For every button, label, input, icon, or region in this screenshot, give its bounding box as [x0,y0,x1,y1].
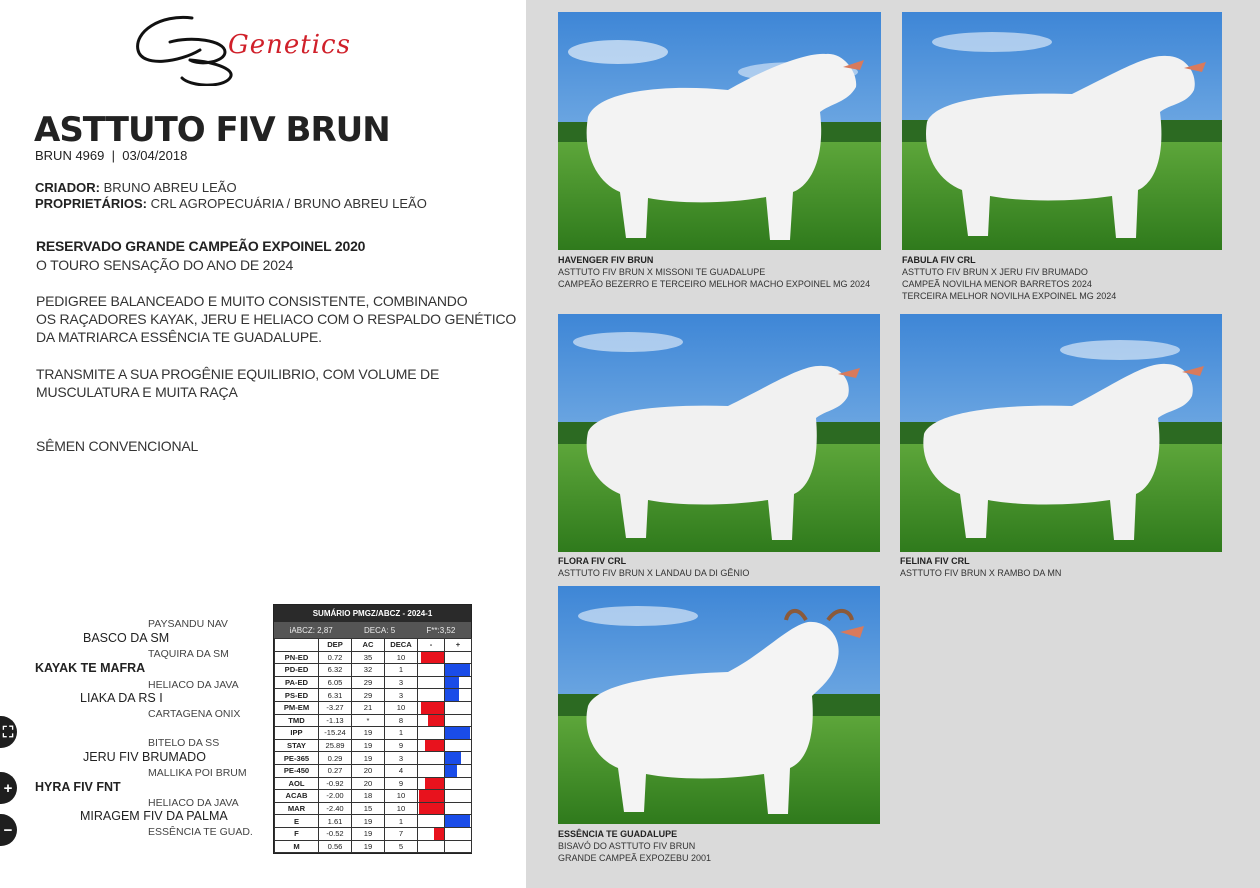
summary-positive-bar-cell [445,651,472,664]
summary-trait: PS-ED [275,689,319,702]
pedigree-sire: KAYAK TE MAFRA [35,661,146,675]
summary-deca: 3 [385,752,418,765]
registration-line [35,148,187,163]
positive-bar [445,677,459,689]
zoom-in-button[interactable] [0,772,17,804]
summary-row [275,689,472,702]
summary-negative-bar-cell [418,701,445,714]
description-line: PEDIGREE BALANCEADO E MUITO CONSISTENTE, COMBINANDO [36,293,468,309]
breeder-line [35,180,237,195]
summary-body [275,651,472,853]
positive-bar [445,664,470,676]
summary-negative-bar-cell [418,777,445,790]
cattle-photo [558,586,880,824]
summary-ac: 15 [352,802,385,815]
plus-icon: + [3,779,13,797]
summary-positive-bar-cell [445,676,472,689]
pedigree-dam: HYRA FIV FNT [35,780,121,794]
summary-positive-bar-cell [445,714,472,727]
description-line: MUSCULATURA E MUITA RAÇA [36,384,238,400]
summary-dep: 1.61 [319,815,352,828]
summary-negative-bar-cell [418,752,445,765]
photo-gallery [526,0,1260,888]
summary-negative-bar-cell [418,727,445,740]
positive-bar [445,765,457,777]
birth-date: 03/04/2018 [122,148,188,163]
header-negative: - [418,639,445,652]
progeny-line: CAMPEÃO BEZERRO E TERCEIRO MELHOR MACHO EXPOINEL MG 2024 [558,279,871,289]
summary-deca: 9 [385,739,418,752]
progeny-caption [558,254,870,290]
summary-deca: 1 [385,664,418,677]
negative-bar [419,803,444,815]
description-line: OS RAÇADORES KAYAK, JERU E HELIACO COM O RESPALDO GENÉTICO [36,311,517,327]
summary-row [275,802,472,815]
summary-deca: 5 [385,840,418,853]
summary-positive-bar-cell [445,701,472,714]
summary-trait: PN-ED [275,651,319,664]
summary-dep: 0.29 [319,752,352,765]
gb-genetics-logo [130,12,360,86]
header-deca: DECA [385,639,418,652]
summary-trait: PA-ED [275,676,319,689]
owners-label: PROPRIETÁRIOS: [35,196,147,211]
summary-ac: 20 [352,777,385,790]
summary-deca: 10 [385,790,418,803]
summary-trait: PM-EM [275,701,319,714]
pedigree-sire-sire: BASCO DA SM [83,631,170,645]
progeny-line: CAMPEÃ NOVILHA MENOR BARRETOS 2024 [902,279,1092,289]
summary-ac: 19 [352,840,385,853]
owners-line [35,196,427,211]
progeny-caption [900,555,1061,579]
summary-ac: * [352,714,385,727]
summary-ac: 32 [352,664,385,677]
summary-dep: 0.72 [319,651,352,664]
summary-positive-bar-cell [445,840,472,853]
summary-negative-bar-cell [418,840,445,853]
fit-screen-icon: ⛶ [2,723,14,741]
cattle-photo [902,12,1222,250]
summary-dep: -0.92 [319,777,352,790]
summary-ac: 19 [352,815,385,828]
summary-negative-bar-cell [418,827,445,840]
breeder-label: CRIADOR: [35,180,100,195]
progeny-name: FELINA FIV CRL [900,556,970,566]
summary-title: SUMÁRIO PMGZ/ABCZ - 2024-1 [274,605,471,622]
zoom-out-button[interactable] [0,814,17,846]
summary-ac: 29 [352,689,385,702]
genetic-summary-table [273,604,472,854]
header-positive: + [445,639,472,652]
pedigree-sd-sire: HELIACO DA JAVA [148,679,239,691]
minus-icon: − [3,821,13,839]
summary-row [275,840,472,853]
progeny-line: TERCEIRA MELHOR NOVILHA EXPOINEL MG 2024 [902,291,1117,301]
summary-row [275,651,472,664]
summary-dep: -2.00 [319,790,352,803]
positive-bar [445,689,459,701]
summary-positive-bar-cell [445,815,472,828]
semen-type: SÊMEN CONVENCIONAL [36,438,199,454]
summary-trait: M [275,840,319,853]
summary-row [275,727,472,740]
summary-deca: 10 [385,651,418,664]
summary-header-row [275,639,472,652]
summary-ac: 20 [352,764,385,777]
negative-bar [434,828,444,840]
summary-trait: PD-ED [275,664,319,677]
summary-positive-bar-cell [445,777,472,790]
summary-negative-bar-cell [418,676,445,689]
progeny-caption [902,254,1116,302]
summary-row [275,752,472,765]
summary-ac: 19 [352,727,385,740]
summary-dep: -0.52 [319,827,352,840]
progeny-name: FLORA FIV CRL [558,556,627,566]
owners-value: CRL AGROPECUÁRIA / BRUNO ABREU LEÃO [150,196,427,211]
positive-bar [445,815,470,827]
progeny-caption [558,828,711,864]
info-panel [0,0,526,888]
summary-negative-bar-cell [418,664,445,677]
progeny-line: GRANDE CAMPEÃ EXPOZEBU 2001 [558,853,712,863]
cattle-photo [558,12,881,250]
description-line: DA MATRIARCA ESSÊNCIA TE GUADALUPE. [36,329,322,345]
progeny-name: HAVENGER FIV BRUN [558,255,654,265]
summary-trait: PE-365 [275,752,319,765]
iabcz-index: iABCZ: 2,87 [289,625,333,635]
summary-grid [274,638,472,853]
summary-ac: 19 [352,752,385,765]
positive-bar [445,727,470,739]
progeny-line: ASTTUTO FIV BRUN X LANDAU DA DI GÊNIO [558,568,750,578]
summary-dep: 6.31 [319,689,352,702]
registration-number: BRUN 4969 [35,148,105,163]
summary-dep: -15.24 [319,727,352,740]
summary-deca: 3 [385,676,418,689]
negative-bar [421,702,444,714]
summary-dep: -3.27 [319,701,352,714]
summary-deca: 3 [385,689,418,702]
summary-deca: 10 [385,701,418,714]
summary-positive-bar-cell [445,827,472,840]
pedigree-sd-dam: CARTAGENA ONIX [148,708,241,720]
summary-ac: 21 [352,701,385,714]
pedigree-dd-sire: HELIACO DA JAVA [148,797,239,809]
summary-trait: E [275,815,319,828]
header-trait [275,639,319,652]
negative-bar [425,740,445,752]
negative-bar [421,652,444,664]
summary-negative-bar-cell [418,689,445,702]
summary-dep: 0.56 [319,840,352,853]
f-index: F**:3,52 [426,625,456,635]
summary-deca: 4 [385,764,418,777]
summary-positive-bar-cell [445,664,472,677]
summary-positive-bar-cell [445,764,472,777]
pedigree-ss-dam: TAQUIRA DA SM [148,648,229,660]
progeny-line: ASTTUTO FIV BRUN X MISSONI TE GUADALUPE [558,267,766,277]
summary-trait: AOL [275,777,319,790]
summary-dep: 25.89 [319,739,352,752]
summary-negative-bar-cell [418,764,445,777]
award-title: RESERVADO GRANDE CAMPEÃO EXPOINEL 2020 [36,238,366,254]
award-subtitle: O TOURO SENSAÇÃO DO ANO DE 2024 [36,257,294,273]
summary-positive-bar-cell [445,790,472,803]
summary-negative-bar-cell [418,739,445,752]
summary-positive-bar-cell [445,727,472,740]
description-line: TRANSMITE A SUA PROGÊNIE EQUILIBRIO, COM VOLUME DE [36,366,440,382]
summary-ac: 18 [352,790,385,803]
cattle-photo [558,314,880,552]
positive-bar [445,752,461,764]
summary-dep: 0.27 [319,764,352,777]
summary-dep: -1.13 [319,714,352,727]
progeny-caption [558,555,749,579]
progeny-name: ESSÊNCIA TE GUADALUPE [558,829,678,839]
summary-row [275,676,472,689]
deca-index: DECA: 5 [364,625,396,635]
summary-deca: 1 [385,727,418,740]
breeder-value: BRUNO ABREU LEÃO [103,180,237,195]
pedigree-ss-sire: PAYSANDU NAV [148,618,228,630]
summary-row [275,827,472,840]
summary-deca: 1 [385,815,418,828]
summary-indexes [274,622,471,638]
summary-negative-bar-cell [418,790,445,803]
summary-negative-bar-cell [418,815,445,828]
summary-ac: 29 [352,676,385,689]
progeny-line: BISAVÓ DO ASTTUTO FIV BRUN [558,841,696,851]
summary-negative-bar-cell [418,714,445,727]
summary-dep: 6.32 [319,664,352,677]
progeny-line: ASTTUTO FIV BRUN X JERU FIV BRUMADO [902,267,1088,277]
summary-deca: 7 [385,827,418,840]
cattle-photo [900,314,1222,552]
pedigree-dam-sire: JERU FIV BRUMADO [83,750,206,764]
summary-trait: STAY [275,739,319,752]
summary-row [275,777,472,790]
summary-trait: TMD [275,714,319,727]
summary-positive-bar-cell [445,802,472,815]
summary-ac: 35 [352,651,385,664]
summary-row [275,790,472,803]
bull-name: ASTTUTO FIV BRUN [34,110,390,150]
progeny-line: ASTTUTO FIV BRUN X RAMBO DA MN [900,568,1062,578]
negative-bar [428,715,444,727]
summary-deca: 8 [385,714,418,727]
header-ac: AC [352,639,385,652]
header-dep: DEP [319,639,352,652]
summary-trait: IPP [275,727,319,740]
summary-deca: 9 [385,777,418,790]
negative-bar [425,778,445,790]
summary-trait: MAR [275,802,319,815]
summary-dep: -2.40 [319,802,352,815]
negative-bar [419,790,444,802]
pedigree-sire-dam: LIAKA DA RS I [80,691,163,705]
summary-negative-bar-cell [418,651,445,664]
summary-positive-bar-cell [445,739,472,752]
separator: | [108,148,119,163]
pedigree-ds-dam: MALLIKA POI BRUM [148,767,247,779]
summary-row [275,764,472,777]
summary-ac: 19 [352,827,385,840]
summary-negative-bar-cell [418,802,445,815]
fit-screen-button[interactable] [0,716,17,748]
summary-row [275,739,472,752]
summary-row [275,701,472,714]
summary-trait: ACAB [275,790,319,803]
summary-ac: 19 [352,739,385,752]
summary-positive-bar-cell [445,689,472,702]
summary-row [275,815,472,828]
pedigree-dd-dam: ESSÊNCIA TE GUAD. [148,826,253,838]
summary-positive-bar-cell [445,752,472,765]
summary-row [275,714,472,727]
summary-row [275,664,472,677]
pedigree-dam-dam: MIRAGEM FIV DA PALMA [80,809,228,823]
logo-script-text: Genetics [228,30,351,60]
pedigree-ds-sire: BITELO DA SS [148,737,220,749]
progeny-name: FABULA FIV CRL [902,255,976,265]
summary-trait: F [275,827,319,840]
summary-deca: 10 [385,802,418,815]
summary-trait: PE-450 [275,764,319,777]
summary-dep: 6.05 [319,676,352,689]
